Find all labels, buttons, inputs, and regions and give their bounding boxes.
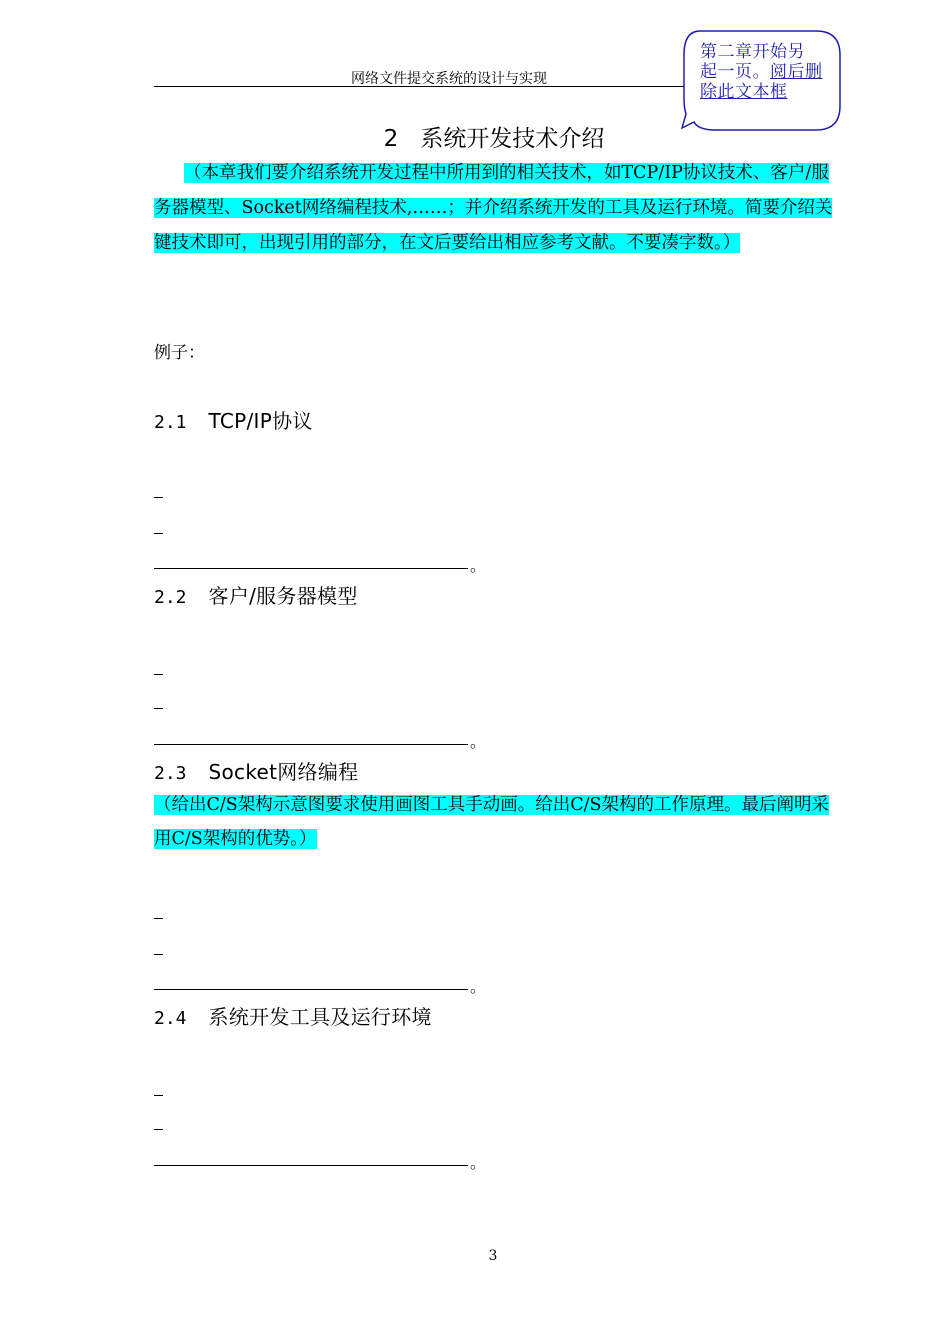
callout-line-2: 起一页。阅后删 bbox=[700, 62, 823, 82]
end-mark: 。 bbox=[470, 732, 487, 751]
section-heading-2-1: 2.1 TCP/IP协议 bbox=[154, 409, 313, 433]
placeholder-line bbox=[154, 989, 468, 990]
chapter-number: 2 bbox=[383, 126, 399, 152]
intro-paragraph bbox=[154, 156, 834, 261]
callout-text[interactable] bbox=[700, 42, 830, 102]
placeholder-dash bbox=[154, 674, 163, 675]
callout-line-1: 第二章开始另 bbox=[700, 42, 805, 62]
chapter-title-text: 系统开发技术介绍 bbox=[420, 126, 605, 152]
section-heading-2-4: 2.4 系统开发工具及运行环境 bbox=[154, 1005, 432, 1029]
section-heading-2-2: 2.2 客户/服务器模型 bbox=[154, 584, 358, 608]
placeholder-line bbox=[154, 744, 468, 745]
placeholder-dash bbox=[154, 954, 163, 955]
end-mark: 。 bbox=[470, 556, 487, 575]
placeholder-dash bbox=[154, 708, 163, 709]
placeholder-dash bbox=[154, 1129, 163, 1130]
intro-highlighted-text: （本章我们要介绍系统开发过程中所用到的相关技术，如TCP/IP协议技术、客户/服务器模型、Socket网络编程技术,……；并介绍系统开发的工具及运行环境。简要介绍关键技术即可，出现引用的部分，在文后要给出相应参考文献。不要凑字数。） bbox=[154, 163, 833, 253]
chapter-title bbox=[154, 120, 834, 153]
running-header: 网络文件提交系统的设计与实现 bbox=[351, 71, 547, 87]
end-mark: 。 bbox=[470, 977, 487, 996]
page-number: 3 bbox=[488, 1248, 498, 1264]
placeholder-line bbox=[154, 1165, 468, 1166]
callout-line-3: 除此文本框 bbox=[700, 82, 788, 102]
placeholder-dash bbox=[154, 497, 163, 498]
end-mark: 。 bbox=[470, 1153, 487, 1172]
placeholder-dash bbox=[154, 533, 163, 534]
placeholder-line bbox=[154, 568, 468, 569]
example-label: 例子： bbox=[154, 343, 205, 363]
placeholder-dash bbox=[154, 918, 163, 919]
placeholder-dash bbox=[154, 1095, 163, 1096]
section-heading-2-3: 2.3 Socket网络编程 bbox=[154, 760, 359, 784]
note-highlighted-text: （给出C/S架构示意图要求使用画图工具手动画。给出C/S架构的工作原理。最后阐明采用C/S架构的优势。） bbox=[154, 795, 830, 849]
section-2-3-note bbox=[154, 788, 834, 856]
header-rule bbox=[154, 86, 744, 87]
